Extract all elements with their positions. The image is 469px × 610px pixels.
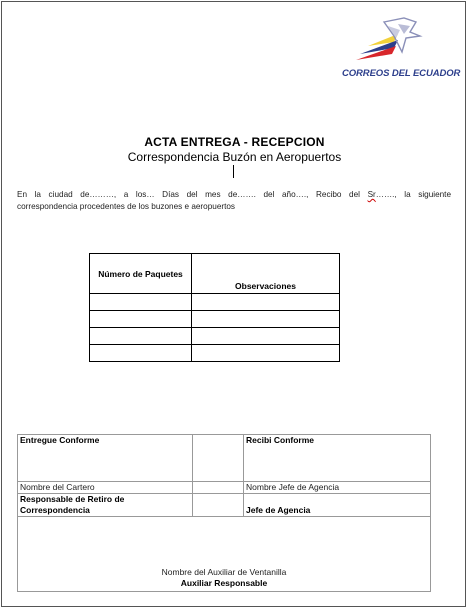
auxiliar-responsable-label: Auxiliar Responsable	[180, 578, 268, 588]
table-cell	[193, 494, 244, 517]
table-row	[90, 328, 340, 345]
document-subtitle: Correspondencia Buzón en Aeropuertos	[127, 150, 342, 164]
table-cell	[193, 482, 244, 494]
intro-line-2: correspondencia procedentes de los buzones e aeropuertos	[17, 202, 236, 211]
intro-line-1	[17, 189, 451, 201]
packages-table	[89, 253, 340, 362]
nombre-jefe-label: Nombre Jefe de Agencia	[244, 482, 431, 494]
document-page	[1, 1, 466, 607]
table-cell	[193, 435, 244, 482]
table-cell	[90, 294, 192, 311]
intro-text-sr: Sr	[367, 190, 376, 199]
table-cell	[192, 328, 340, 345]
title-block	[2, 135, 467, 164]
observations-header: Observaciones	[192, 254, 340, 294]
text-cursor	[233, 165, 234, 178]
nombre-auxiliar-label: Nombre del Auxiliar de Ventanilla	[161, 567, 287, 577]
responsable-retiro-label: Responsable de Retiro de Correspondencia	[18, 494, 193, 517]
table-row	[90, 311, 340, 328]
table-row	[90, 345, 340, 362]
auxiliar-signature-cell	[18, 517, 431, 592]
table-cell	[90, 328, 192, 345]
recibi-conforme-label: Recibi Conforme	[244, 435, 431, 482]
packages-count-header: Número de Paquetes	[90, 254, 192, 294]
jefe-agencia-label: Jefe de Agencia	[244, 494, 431, 517]
table-cell	[192, 311, 340, 328]
intro-text-b: ……., la siguiente	[375, 190, 452, 199]
signature-table	[17, 434, 431, 592]
correos-ecuador-logo	[354, 16, 432, 68]
entregue-conforme-label: Entregue Conforme	[18, 435, 193, 482]
table-cell	[90, 345, 192, 362]
intro-text-a: En la ciudad de………, a los… Días del mes de……. del año…., Recibo del	[17, 190, 368, 199]
table-cell	[192, 345, 340, 362]
intro-paragraph	[17, 189, 451, 213]
table-row	[90, 294, 340, 311]
nombre-cartero-label: Nombre del Cartero	[18, 482, 193, 494]
correos-logo	[332, 16, 460, 86]
logo-text: CORREOS DEL ECUADOR	[342, 68, 461, 79]
table-cell	[90, 311, 192, 328]
table-cell	[192, 294, 340, 311]
document-title: ACTA ENTREGA - RECEPCION	[144, 135, 325, 149]
